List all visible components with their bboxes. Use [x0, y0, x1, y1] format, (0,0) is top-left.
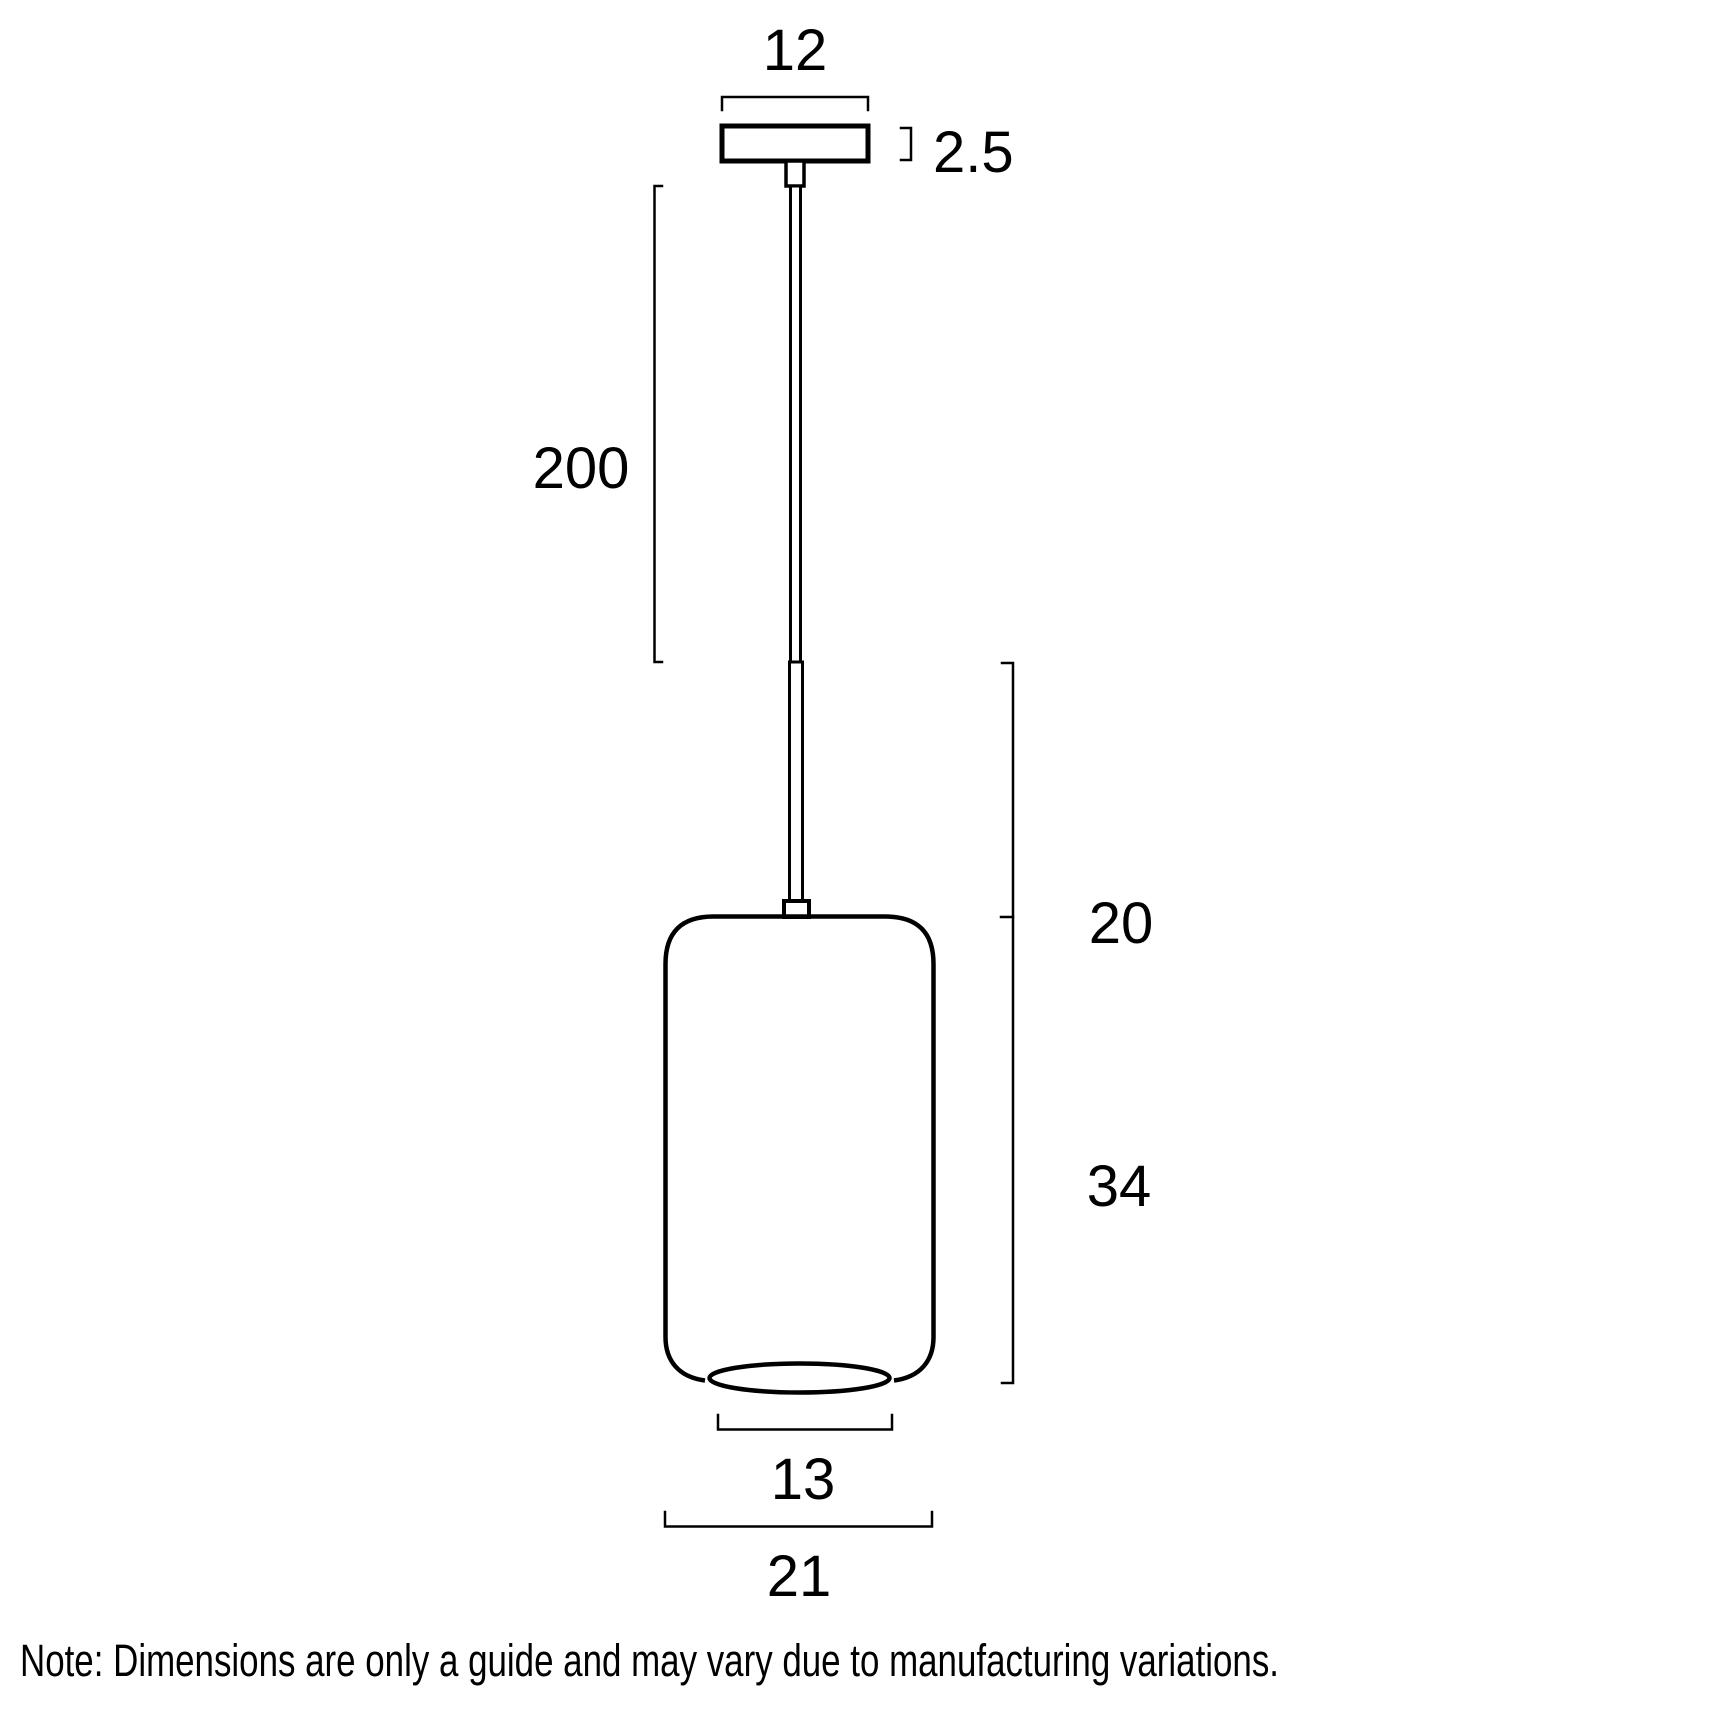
suspension-cord — [791, 186, 801, 662]
canopy-height-label: 2.5 — [933, 120, 1014, 185]
suspension-length-label: 200 — [532, 436, 630, 501]
canopy-stem — [786, 161, 804, 186]
shade-outline — [666, 917, 934, 1381]
lower-rod — [790, 662, 803, 902]
height-dim-line — [1002, 663, 1013, 1383]
rod-length-label: 20 — [1088, 891, 1154, 956]
opening-diameter-dim-line — [718, 1415, 892, 1430]
note-text: Note: Dimensions are only a guide and may vary due to manufacturing variations. — [20, 1635, 1279, 1686]
canopy-width-label: 12 — [762, 18, 828, 83]
shade-diameter-label: 21 — [766, 1544, 832, 1609]
canopy-height-dim-line — [901, 128, 911, 160]
canopy-width-dim-line — [722, 97, 868, 110]
shade-diameter-dim-line — [665, 1512, 932, 1527]
ceiling-canopy — [722, 126, 868, 161]
suspension-length-dim-line — [655, 186, 663, 662]
shade-opening — [710, 1364, 890, 1393]
opening-diameter-label: 13 — [770, 1447, 836, 1512]
shade-height-label: 34 — [1086, 1154, 1152, 1219]
